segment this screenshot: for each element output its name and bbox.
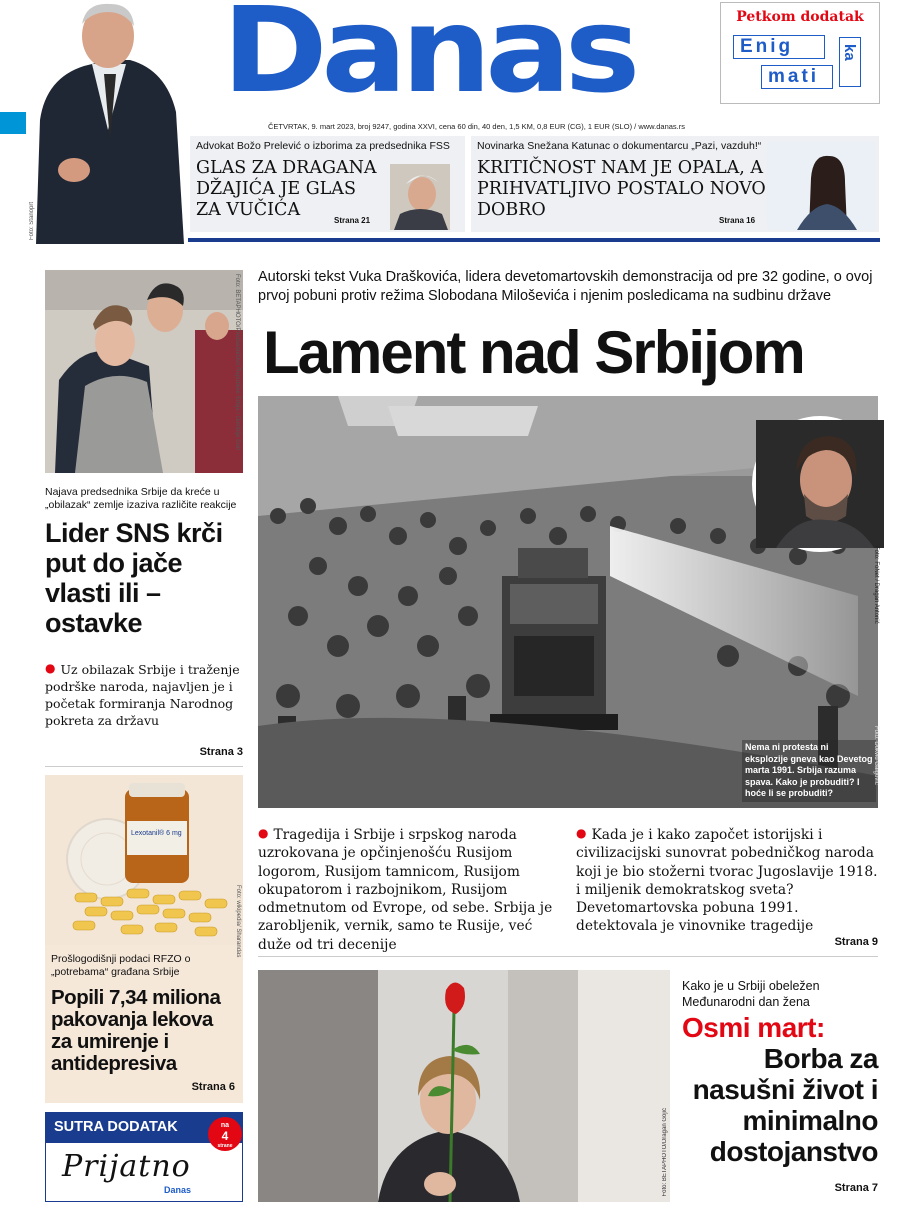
sns-headline: Lider SNS krči put do jače vlasti ili – ostavke — [45, 518, 223, 638]
pills-page: Strana 6 — [191, 1081, 235, 1093]
sns-bullet — [45, 660, 243, 729]
sutra-badge-strane: strane — [217, 1143, 233, 1149]
teaser-left-kicker: Advokat Božo Prelević o izborima za predsednika FSS — [196, 140, 450, 152]
lead-col-1-text: Tragedija i Srbije i srpskog naroda uzrokovana je opčinjenošću Rusijom logorom, Rusijom tamnicom, Rusijom okupatorom i razbojnikom, Rusijom odmetnutom od Evrope, od sebe. Srbija je zarobljenik, vernik, samo te Rusije, već duže od tri decenije — [258, 827, 553, 953]
cover-credit: Foto: Stanoprt — [29, 201, 35, 240]
inset-credit: Foto: FoNet / Dragan Antonić — [873, 546, 879, 624]
sns-kicker: Najava predsednika Srbije da kreće u „obilazak“ zemlje izaziva različite reakcije — [45, 486, 237, 511]
women-kicker: Kako je u Srbiji obeležen Međunarodni dan žena — [682, 979, 820, 1009]
pills-kicker: Prošlogodišnji podaci RFZO o „potrebama“ građana Srbije — [51, 953, 191, 978]
protest-photo — [258, 396, 878, 808]
prijatno-sub: Danas — [164, 1185, 192, 1195]
sns-page: Strana 3 — [199, 746, 243, 758]
teaser-right-page: Strana 16 — [719, 216, 756, 225]
teaser-left-headline: GLAS ZA DRAGANA DŽAJIĆA JE GLAS ZA VUČIĆA — [196, 158, 377, 220]
teaser-right-headline: KRITIČNOST NAM JE OPALA, A PRIHVATLJIVO POSTALO NOVO DOBRO — [477, 158, 766, 220]
rose-credit: Foto: BETAPHOTO/Dragan Gojić — [662, 1107, 668, 1196]
women-headline: Borba za nasušni život i minimalno dostojanstvo — [692, 1043, 878, 1167]
enig-word-2: mati — [768, 66, 820, 87]
supplement-top-label: Petkom dodatak — [736, 9, 864, 25]
lead-kicker: Autorski tekst Vuka Draškovića, lidera devetomartovskih demonstracija od pre 32 godine, o ovoj prvoj pobuni protiv režima Slobodana Miloševića i njenim posledicama na sudbinu države — [258, 269, 873, 304]
enig-word-1: Enig — [740, 36, 794, 57]
enigmatika-box[interactable] — [720, 2, 880, 104]
left-rule-1 — [45, 766, 243, 767]
pills-headline: Popili 7,34 miliona pakovanja lekova za umirenje i antidepresiva — [51, 986, 221, 1075]
sutra-badge — [208, 1117, 242, 1151]
vucic-photo — [45, 270, 243, 473]
pills-photo — [45, 775, 243, 958]
lead-col-2-text: Kada je i kako započet istorijski i civilizacijski sunovrat pobedničkog naroda koji je bio stožerni tvorac Jugoslavije 1918. i miljenik demokratskog sveta? Devetomartovska pobuna 1991. detektovala je vinovnike tragedije — [576, 827, 878, 935]
prelevic-photo — [390, 164, 450, 230]
women-page: Strana 7 — [834, 1182, 878, 1194]
katunac-photo — [767, 142, 875, 230]
sutra-label: SUTRA DODATAK — [54, 1119, 178, 1135]
teaser-left-page: Strana 21 — [334, 216, 371, 225]
teaser-right-kicker: Novinarka Snežana Katunac o dokumentarcu „Pazi, vazduh!“ — [477, 140, 762, 152]
pills-label: Lexotanil® 6 mg — [131, 830, 182, 837]
pills-box[interactable] — [45, 775, 243, 1103]
main-credit: Foto: Dokvid Galgović — [873, 726, 879, 785]
logo: Danas — [222, 0, 634, 119]
lead-col-1 — [258, 824, 554, 954]
sutra-badge-num: 4 — [221, 1129, 229, 1143]
cover-portrait — [26, 0, 188, 244]
women-headline-red: Osmi mart: — [682, 1012, 825, 1043]
prijatno-title: Prijatno — [62, 1149, 191, 1184]
lead-rule — [258, 956, 878, 957]
teaser-right[interactable] — [471, 136, 879, 232]
draskovic-inset — [752, 416, 888, 552]
lead-headline: Lament nad Srbijom — [263, 319, 804, 386]
sutra-dodatak[interactable] — [45, 1112, 243, 1202]
dateline: ČETVRTAK, 9. mart 2023, broj 9247, godina XXVI, cena 60 din, 40 den, 1,5 KM, 0,8 EUR (CG), 1 EUR (SLO) / www.danas.rs — [268, 122, 685, 131]
lead-caption: Nema ni protesta ni eksplozije gneva kao Devetog marta 1991. Srbija razuma spava. Kako je probuditi? I hoće li se probuditi? — [742, 740, 876, 802]
teaser-left[interactable] — [190, 136, 465, 232]
sns-bullet-text: Uz obilazak Srbije i traženje podrške naroda, najavljen je i početak formiranja Narodnog pokreta za državu — [45, 662, 240, 728]
rose-photo — [258, 970, 670, 1202]
pills-credit: Foto: wikipedia/ Sharandas — [235, 885, 241, 958]
enig-word-3: ka — [841, 44, 858, 61]
lead-page: Strana 9 — [834, 936, 878, 948]
lead-col-2 — [576, 824, 878, 936]
vucic-credit: Foto: BETAPHOTO/Predsedništvo Republike Srbije / Dimitrije Goll — [234, 274, 240, 450]
sutra-badge-na: na — [220, 1122, 230, 1129]
masthead-rule — [188, 238, 880, 242]
